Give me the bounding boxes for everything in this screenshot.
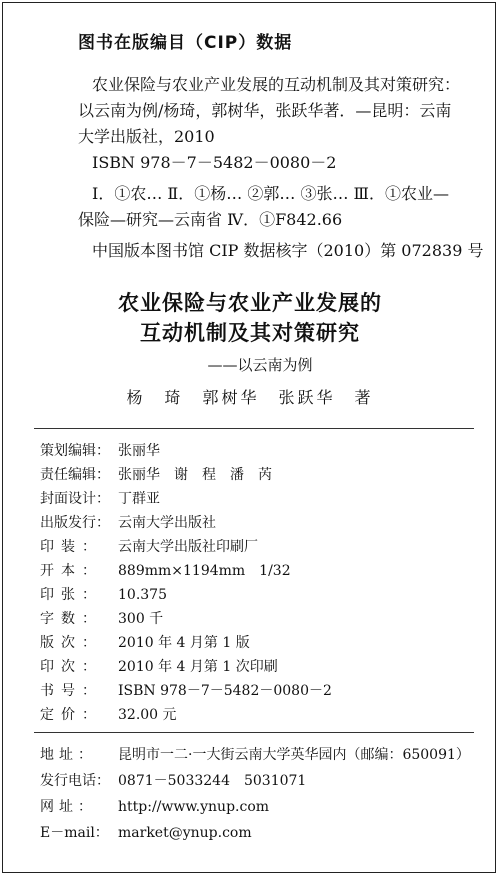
book-subtitle: ——以云南为例	[207, 356, 313, 374]
cip-isbn: ISBN 978－7－5482－0080－2	[92, 153, 337, 172]
book-title: 农业保险与农业产业发展的	[118, 291, 382, 315]
contact-address: 地址： 昆明市一二·一大街云南大学英华园内（邮编：650091）	[40, 747, 470, 763]
pub-row: 封面设计： 丁群亚	[40, 491, 160, 507]
cip-classification: Ⅰ．①农… Ⅱ．①杨… ②郭… ③张… Ⅲ．①农业—	[92, 184, 449, 203]
cip-line: 以云南为例/杨琦，郭树华，张跃华著．—昆明：云南	[78, 101, 452, 120]
pub-row: 定价： 32.00 元	[40, 707, 177, 723]
cip-classification: 保险—研究—云南省 Ⅳ．①F842.66	[78, 210, 343, 229]
pub-row: 版次： 2010 年 4 月第 1 版	[40, 635, 250, 651]
pub-row: 印张： 10.375	[40, 587, 167, 603]
cip-heading: 图书在版编目（CIP）数据	[78, 33, 293, 53]
page-frame	[2, 2, 496, 873]
cip-line: 农业保险与农业产业发展的互动机制及其对策研究：	[92, 75, 461, 94]
pub-row: 开本： 889mm×1194mm 1/32	[40, 563, 291, 579]
pub-row: 出版发行： 云南大学出版社	[40, 515, 216, 531]
cip-record-number: 中国版本图书馆 CIP 数据核字（2010）第 072839 号	[92, 241, 484, 260]
divider	[34, 732, 474, 733]
pub-row: 印次： 2010 年 4 月第 1 次印刷	[40, 659, 278, 675]
cip-line: 大学出版社，2010	[78, 127, 215, 146]
contact-email: E－mail： market@ynup.com	[40, 825, 252, 841]
pub-row: 印装： 云南大学出版社印刷厂	[40, 539, 258, 555]
contact-website: 网址： http://www.ynup.com	[40, 799, 270, 815]
book-authors: 杨 琦 郭树华 张跃华 著	[126, 388, 374, 407]
pub-row: 策划编辑： 张丽华	[40, 443, 160, 459]
pub-row: 字数： 300 千	[40, 611, 164, 627]
pub-row: 责任编辑： 张丽华 谢 程 潘 芮	[40, 467, 272, 483]
contact-phone: 发行电话： 0871－5033244 5031071	[40, 773, 307, 789]
book-title: 互动机制及其对策研究	[140, 321, 360, 345]
divider	[34, 428, 474, 429]
pub-row: 书号： ISBN 978－7－5482－0080－2	[40, 683, 332, 699]
